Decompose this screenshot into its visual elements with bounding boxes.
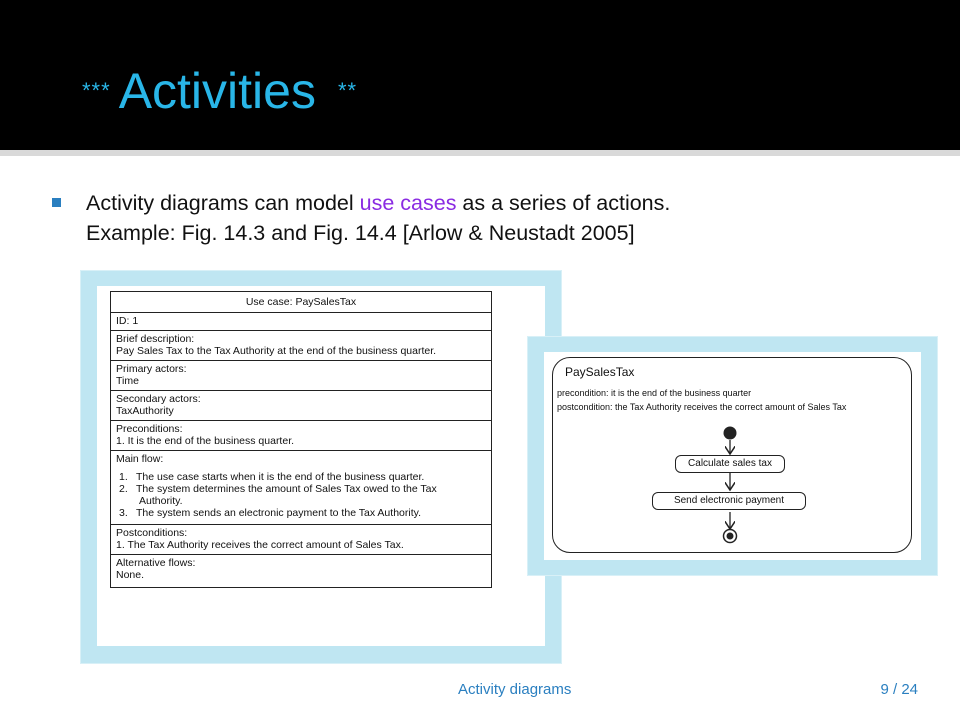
secondary-actors-row bbox=[111, 391, 491, 421]
brief-description-text: Pay Sales Tax to the Tax Authority at the end of the business quarter. bbox=[116, 345, 437, 357]
final-node-center-icon bbox=[727, 533, 734, 540]
primary-actors-row bbox=[111, 361, 491, 391]
primary-actors-value: Time bbox=[116, 375, 139, 387]
bullet-text bbox=[86, 188, 926, 248]
step-number: 1. bbox=[119, 471, 128, 483]
use-case-figure bbox=[97, 286, 545, 646]
title-text: Activities bbox=[118, 63, 316, 119]
main-flow-step bbox=[116, 483, 486, 495]
alternative-flows-row bbox=[111, 555, 491, 587]
bullet-text-after: as a series of actions. bbox=[456, 191, 671, 215]
bullet-square-icon bbox=[52, 198, 61, 207]
postconditions-value: 1. The Tax Authority receives the correct amount of Sales Tax. bbox=[116, 539, 404, 551]
brief-description-label: Brief description: bbox=[116, 333, 195, 345]
main-flow-step bbox=[116, 507, 486, 519]
activity-figure-frame bbox=[527, 336, 938, 576]
postconditions-label: Postconditions: bbox=[116, 527, 188, 539]
initial-node-icon bbox=[724, 427, 737, 440]
step-text: The system determines the amount of Sales Tax owed to the Tax bbox=[136, 483, 437, 495]
main-flow-row bbox=[111, 451, 491, 525]
use-cases-link[interactable]: use cases bbox=[359, 191, 457, 215]
title-divider bbox=[0, 150, 960, 156]
preconditions-value: 1. It is the end of the business quarter. bbox=[116, 435, 295, 447]
step-text: The system sends an electronic payment to the Tax Authority. bbox=[136, 507, 422, 519]
use-case-title: Use case: PaySalesTax bbox=[111, 292, 491, 313]
footer-label: Activity diagrams bbox=[458, 681, 572, 698]
preconditions-row bbox=[111, 421, 491, 451]
slide-title bbox=[82, 62, 357, 132]
use-case-id bbox=[111, 313, 491, 331]
bullet-text-before: Activity diagrams can model bbox=[86, 191, 360, 215]
brief-description-row bbox=[111, 331, 491, 361]
activity-name: PaySalesTax bbox=[565, 365, 635, 379]
alternative-flows-value: None. bbox=[116, 569, 145, 581]
activity-precondition: precondition: it is the end of the business quarter bbox=[557, 388, 752, 398]
title-prefix-stars: *** bbox=[82, 78, 111, 103]
action-calculate-sales-tax: Calculate sales tax bbox=[675, 455, 785, 473]
step-number: 2. bbox=[119, 483, 128, 495]
use-case-figure-frame bbox=[80, 270, 562, 664]
activity-postcondition: postcondition: the Tax Authority receives the correct amount of Sales Tax bbox=[557, 402, 847, 412]
step-text: The use case starts when it is the end of the business quarter. bbox=[136, 471, 425, 483]
secondary-actors-label: Secondary actors: bbox=[116, 393, 201, 405]
main-flow-step-continuation: Authority. bbox=[139, 495, 183, 507]
use-case-id-text: ID: 1 bbox=[116, 315, 139, 327]
secondary-actors-value: TaxAuthority bbox=[116, 405, 174, 417]
activity-diagram bbox=[544, 352, 921, 560]
bullet-line-2: Example: Fig. 14.3 and Fig. 14.4 [Arlow & Neustadt 2005] bbox=[86, 221, 635, 245]
postconditions-row bbox=[111, 525, 491, 555]
title-suffix-stars: ** bbox=[337, 78, 358, 103]
use-case-table bbox=[110, 291, 492, 588]
main-flow-label: Main flow: bbox=[116, 453, 164, 465]
main-flow-step bbox=[116, 471, 486, 483]
step-number: 3. bbox=[119, 507, 128, 519]
primary-actors-label: Primary actors: bbox=[116, 363, 187, 375]
page-number: 9 / 24 bbox=[880, 681, 918, 698]
action-send-electronic-payment: Send electronic payment bbox=[652, 492, 806, 510]
alternative-flows-label: Alternative flows: bbox=[116, 557, 196, 569]
preconditions-label: Preconditions: bbox=[116, 423, 183, 435]
